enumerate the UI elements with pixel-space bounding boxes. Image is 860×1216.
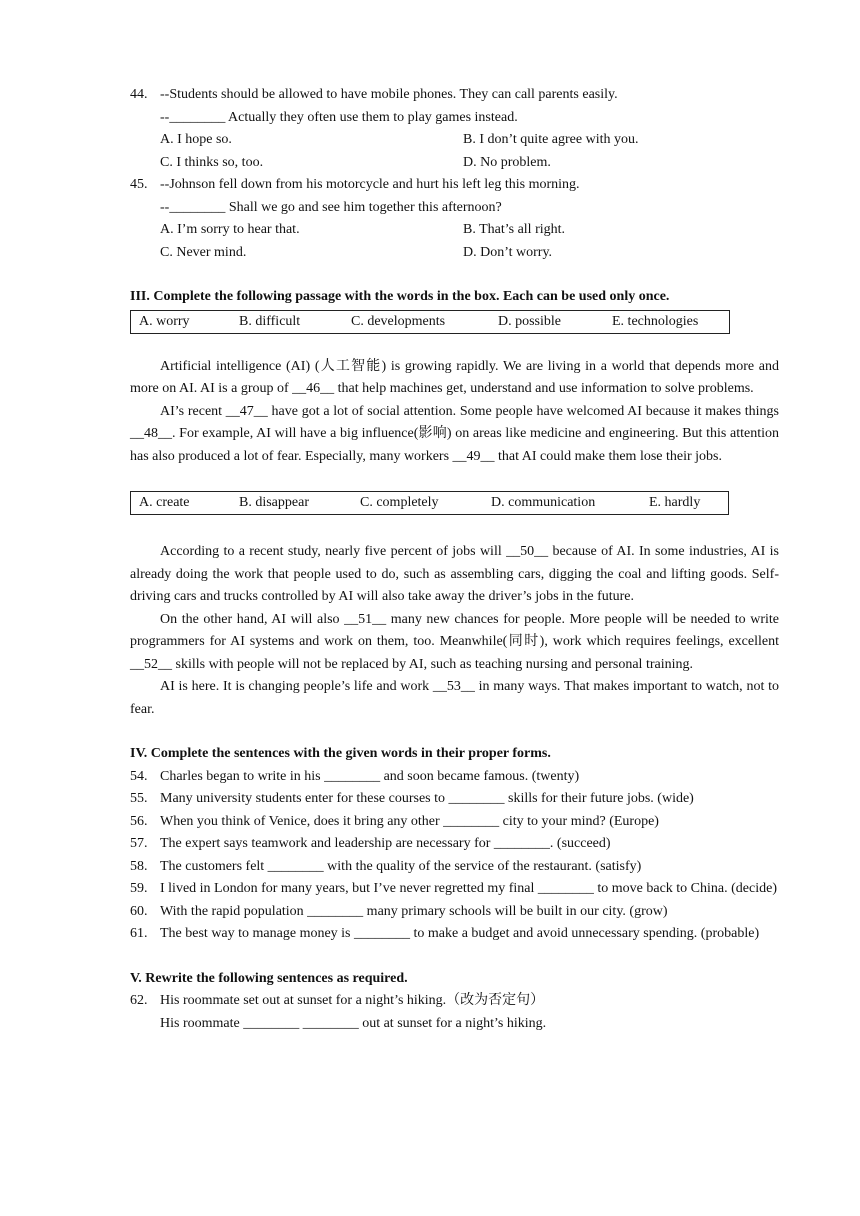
question-reply: --________ Actually they often use them to play games instead. [160,109,518,125]
question-number: 44. [130,87,148,102]
option-c: C. I thinks so, too. [160,154,264,170]
question-text: Charles began to write in his ________ and soon became famous. (twenty) [160,768,580,784]
word-box-1 [130,310,730,334]
question-number: 60. [130,903,148,919]
word-box-2 [130,491,729,515]
question-57 [130,833,779,856]
option-b: B. I don’t quite agree with you. [463,132,639,147]
word-box-item: B. difficult [239,313,301,329]
section-4-title: IV. Complete the sentences with the given words in their proper forms. [130,746,551,761]
question-61 [130,923,779,946]
question-text: I lived in London for many years, but I’ve never regretted my final ________ to move back to China. (decide) [160,881,777,896]
question-58 [130,856,779,879]
word-box-item: D. communication [491,495,596,510]
word-box-item: B. disappear [239,495,309,510]
question-stem: --Johnson fell down from his motorcycle and hurt his left leg this morning. [160,177,580,192]
question-text: The expert says teamwork and leadership are necessary for ________. (succeed) [160,836,611,851]
question-56 [130,811,779,834]
question-60 [130,901,779,924]
question-number: 61. [130,926,148,941]
question-number: 55. [130,791,148,806]
question-62 [130,990,779,1013]
option-a: A. I hope so. [160,132,232,147]
section-3-title: III. Complete the following passage with the words in the box. Each can be used only once. [130,289,670,304]
section-5-title: V. Rewrite the following sentences as required. [130,970,408,986]
question-text: With the rapid population ________ many primary schools will be built in our city. (grow) [160,903,668,919]
question-number: 45. [130,177,148,192]
passage-paragraph-4: On the other hand, AI will also __51__ many new chances for people. More people will be needed to write programmers for AI systems and work on them, too. Meanwhile(同时), work which requires feelings, excellent __52__ skills with people will not be replaced by AI, such as teaching nursing and personal training. [130,611,779,672]
question-number: 57. [130,836,148,851]
question-62-answer-line: His roommate ________ ________ out at sunset for a night’s hiking. [160,1015,547,1031]
option-b: B. That’s all right. [463,222,566,237]
passage-paragraph-2: AI’s recent __47__ have got a lot of social attention. Some people have welcomed AI because it makes things __48__. For example, AI will have a big influence(影响) on areas like medicine and engineering. But this attention has also produced a lot of fear. Especially, many workers __49__ that AI could make them lose their jobs. [130,403,779,464]
question-text: When you think of Venice, does it bring any other ________ city to your mind? (Europe) [160,813,659,829]
question-reply: --________ Shall we go and see him together this afternoon? [160,199,502,215]
question-number: 59. [130,881,148,896]
question-number: 62. [130,993,148,1008]
word-box-item: C. completely [360,495,439,510]
word-box-item: A. worry [139,313,190,329]
option-a: A. I’m sorry to hear that. [160,222,300,237]
question-text: Many university students enter for these courses to ________ skills for their future jobs. (wide) [160,791,694,806]
passage-paragraph-1: Artificial intelligence (AI) (人工智能) is growing rapidly. We are living in a world that depends more and more on AI. AI is a group of __46__ that help machines get, understand and use information to solve problems. [130,358,779,396]
word-box-item: C. developments [351,313,446,329]
word-box-item: D. possible [498,313,561,329]
question-stem: --Students should be allowed to have mobile phones. They can call parents easily. [160,87,618,102]
word-box-item: E. technologies [612,313,699,329]
passage-paragraph-5: AI is here. It is changing people’s life and work __53__ in many ways. That makes important to watch, not to fear. [130,679,779,717]
word-box-item: A. create [139,495,190,510]
passage-paragraph-3: According to a recent study, nearly five percent of jobs will __50__ because of AI. In some industries, AI is already doing the work that people used to do, such as assembling cars, digging the coal and lifting goods. Self-driving cars and trucks controlled by AI will also take away the driver’s jobs in the future. [130,544,779,604]
question-44 [130,84,779,174]
question-text: The customers felt ________ with the quality of the service of the restaurant. (satisfy) [160,858,642,874]
option-d: D. Don’t worry. [463,244,553,260]
option-d: D. No problem. [463,154,551,170]
option-c: C. Never mind. [160,244,247,260]
question-number: 54. [130,768,148,784]
worksheet-page [130,84,779,1035]
word-box-item: E. hardly [649,495,701,510]
question-text: The best way to manage money is ________ to make a budget and avoid unnecessary spending. (probable) [160,926,760,941]
question-55 [130,788,779,811]
question-45 [130,174,779,264]
question-54 [130,766,779,789]
question-text: His roommate set out at sunset for a night’s hiking.（改为否定句） [160,993,545,1008]
question-number: 58. [130,858,148,874]
question-59 [130,878,779,901]
question-number: 56. [130,813,148,829]
